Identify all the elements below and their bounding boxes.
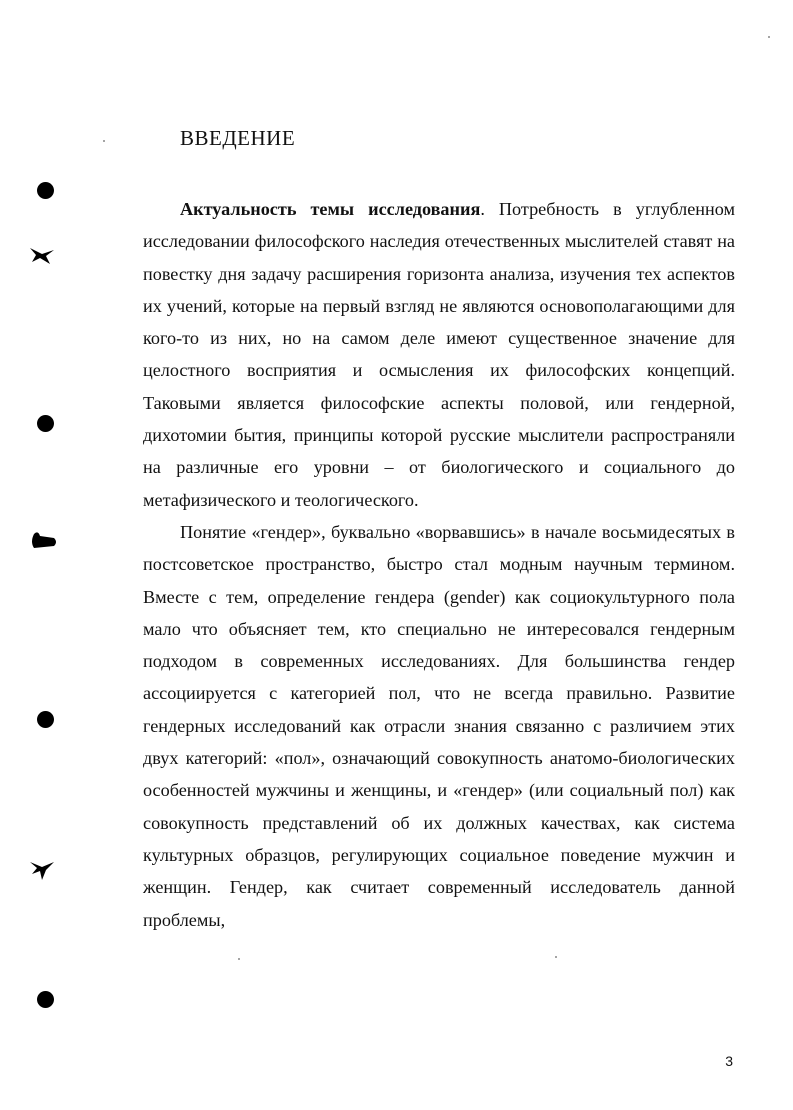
body-text <box>143 193 735 936</box>
scan-speck <box>768 36 770 38</box>
paragraph <box>143 193 735 516</box>
paragraph-text: . Потребность в углубленном исследовании философского наследия отечественных мыслителей ставят на повестку дня задачу расширения горизонта анализа, изучения тех аспектов их учений, которые на первый взгляд не являются основополагающими для кого-то из них, но на самом деле имеют существенное значение для целостного восприятия и осмысления их философских концепций. Таковыми является философские аспекты половой, или гендерной, дихотомии бытия, принципы которой русские мыслители распространяли на различные его уровни – от биологического и социального до метафизического и теологического. <box>143 199 735 510</box>
staple-mark-icon <box>28 858 58 882</box>
punch-hole <box>37 182 54 199</box>
scan-speck <box>103 140 105 142</box>
punch-hole <box>37 415 54 432</box>
page-number: 3 <box>725 1053 733 1069</box>
punch-hole <box>37 711 54 728</box>
punch-hole <box>37 991 54 1008</box>
scan-speck <box>555 956 557 958</box>
staple-mark-icon <box>28 530 60 552</box>
staple-mark-icon <box>28 244 58 266</box>
paragraph-lead: Актуальность темы исследования <box>180 199 481 219</box>
section-heading: ВВЕДЕНИЕ <box>180 126 296 150</box>
paragraph: Понятие «гендер», буквально «ворвавшись» в начале восьмидесятых в постсоветское пространство, быстро стал модным научным термином. Вместе с тем, определение гендера (gender) как социокультурного пола мало что объясняет тем, кто специально не интересовался гендерным подходом в современных исследованиях. Для большинства гендер ассоциируется с категорией пол, что не всегда правильно. Развитие гендерных исследований как отрасли знания связанно с различием этих двух категорий: «пол», означающий совокупность анатомо-биологических особенностей мужчины и женщины, и «гендер» (или социальный пол) как совокупность представлений об их должных качествах, как система культурных образцов, регулирующих социальное поведение мужчин и женщин. Гендер, как считает современный исследователь данной проблемы, <box>143 521 735 930</box>
scan-speck <box>238 958 240 960</box>
